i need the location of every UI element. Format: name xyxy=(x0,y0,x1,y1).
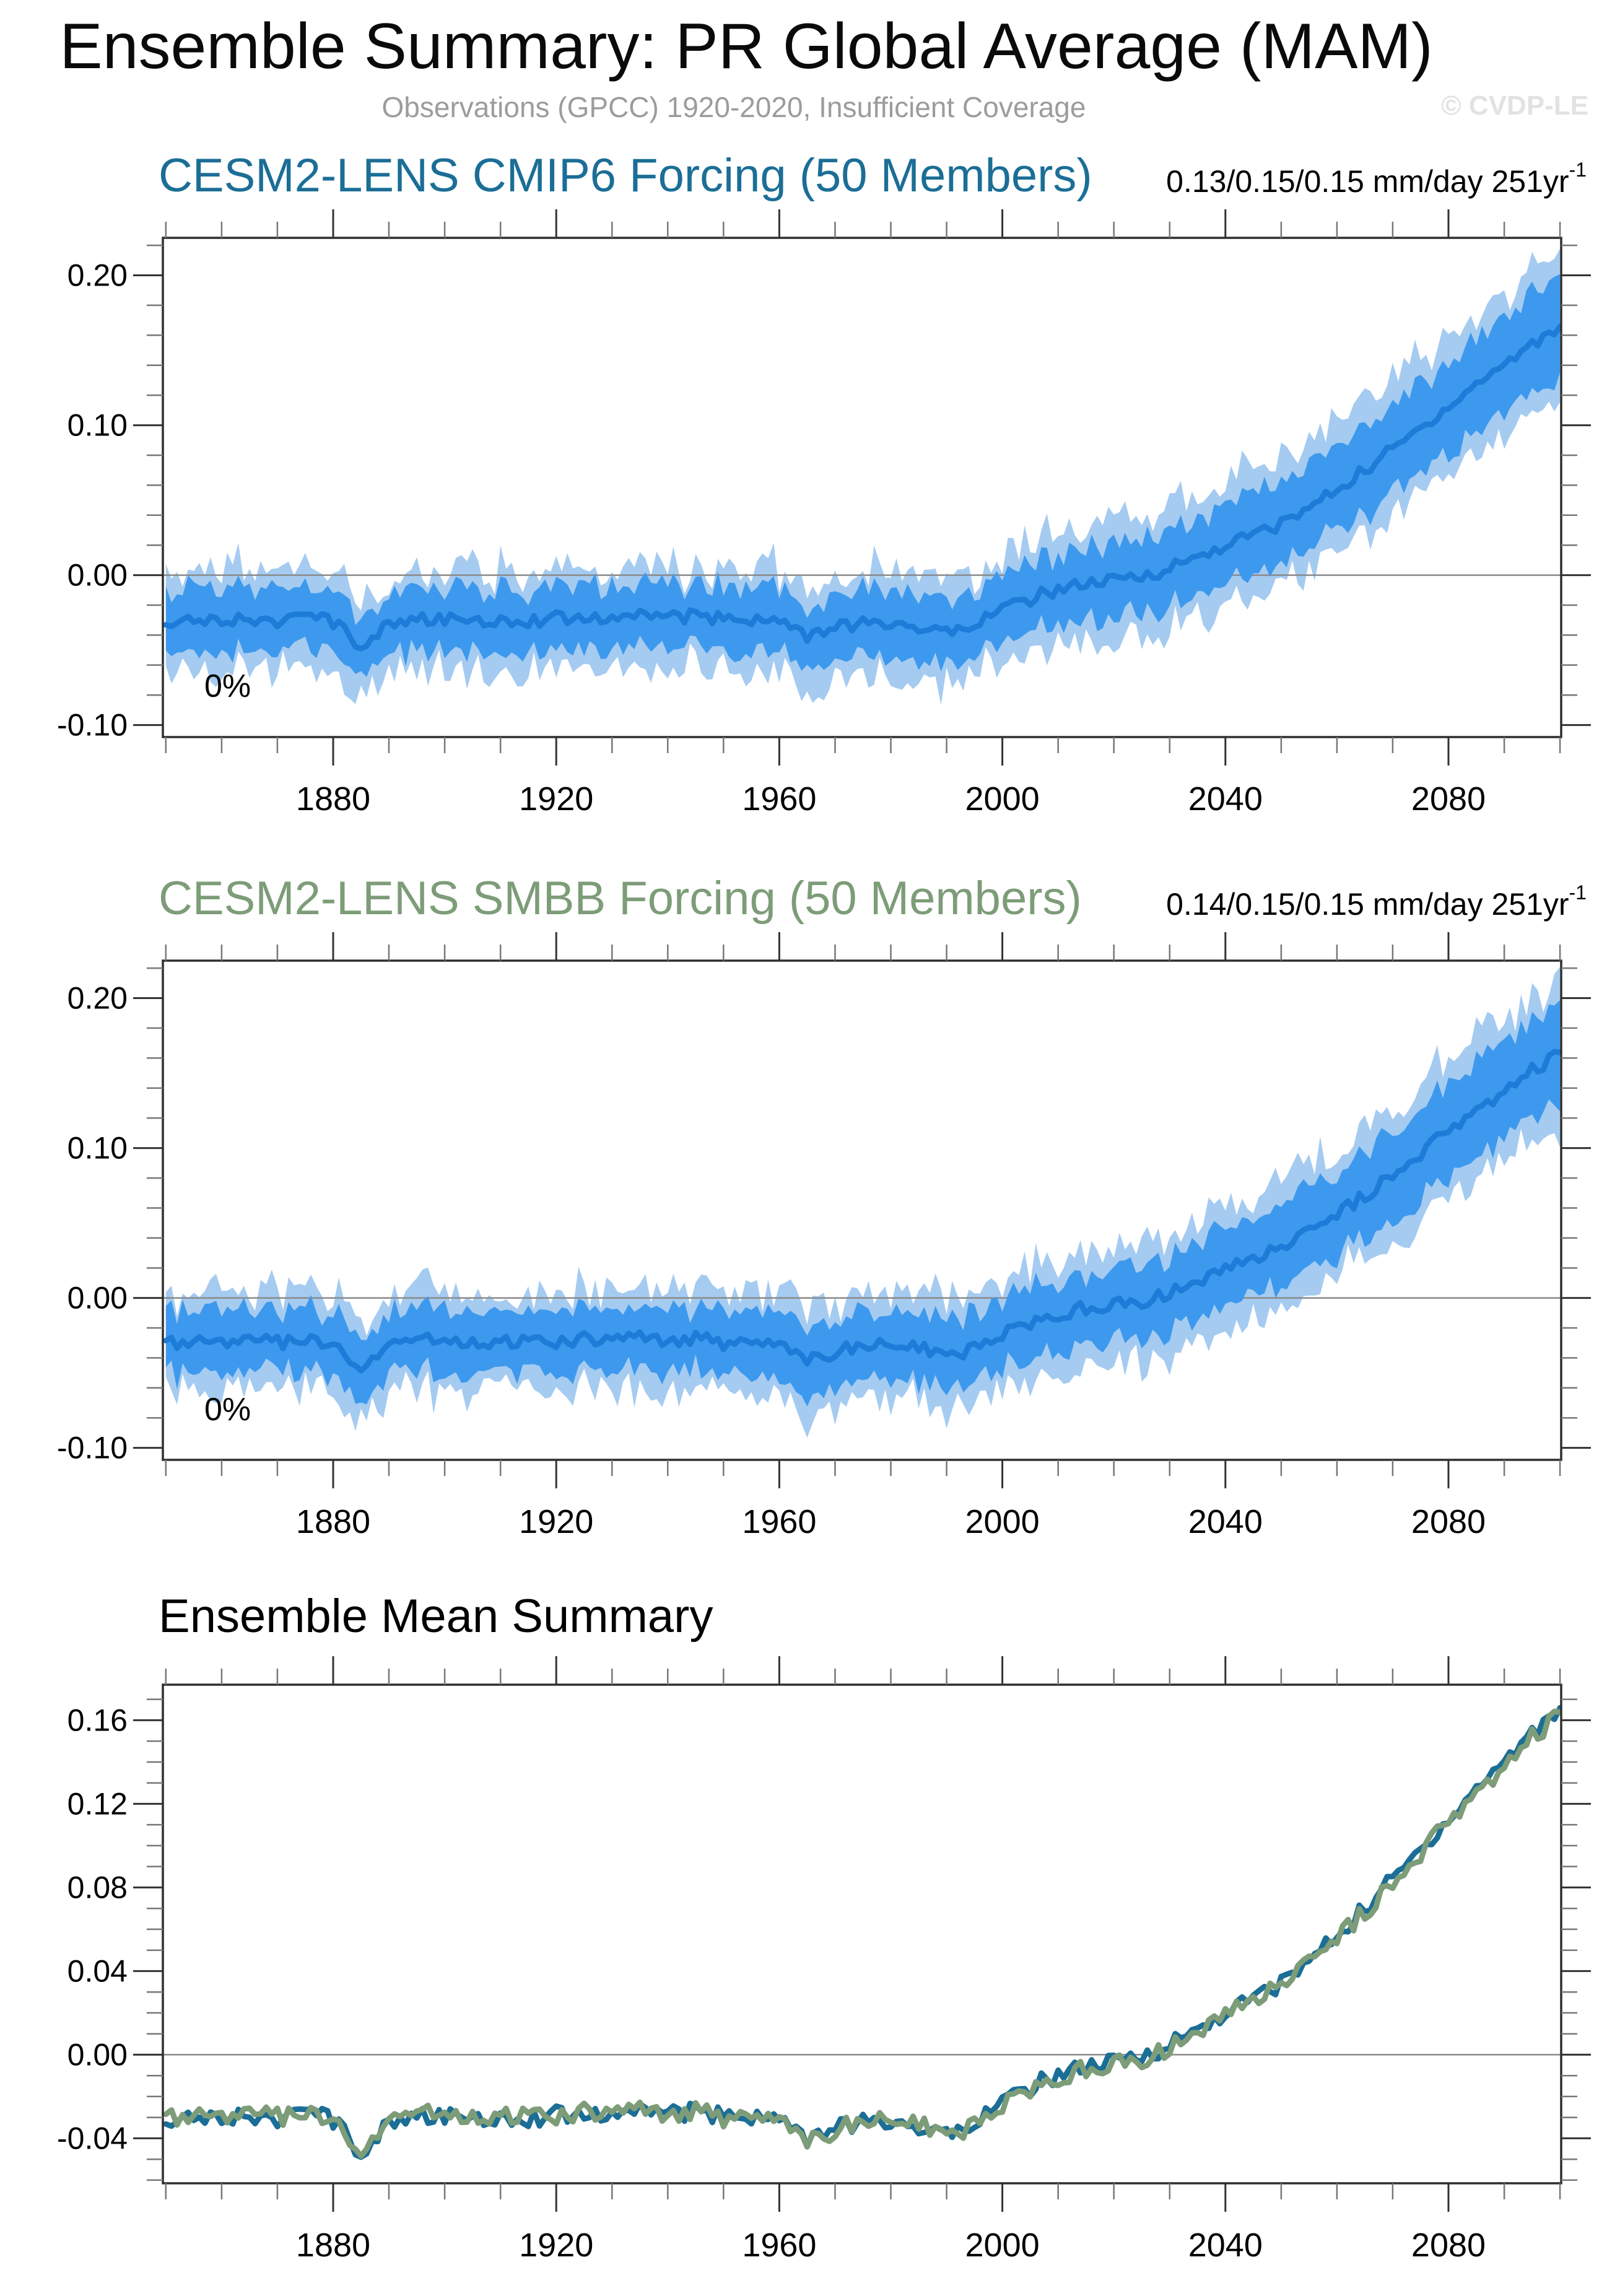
svg-text:2000: 2000 xyxy=(965,2227,1040,2264)
page-title: Ensemble Summary: PR Global Average (MAM) xyxy=(59,11,1433,82)
svg-text:0.20: 0.20 xyxy=(67,980,128,1016)
svg-text:2040: 2040 xyxy=(1188,2227,1263,2264)
svg-text:1960: 1960 xyxy=(742,1503,817,1540)
svg-text:0.00: 0.00 xyxy=(67,2037,128,2072)
svg-text:1880: 1880 xyxy=(295,780,371,818)
panel1-title: CESM2-LENS CMIP6 Forcing (50 Members) xyxy=(159,149,1092,202)
panel2-title: CESM2-LENS SMBB Forcing (50 Members) xyxy=(159,872,1082,925)
panel2-zero-percent-label: 0% xyxy=(204,1392,251,1428)
svg-text:1880: 1880 xyxy=(295,2227,371,2264)
svg-text:1920: 1920 xyxy=(519,1503,594,1540)
panel2-trend-stats-exponent: -1 xyxy=(1569,881,1587,904)
svg-text:0.16: 0.16 xyxy=(67,1703,128,1738)
panel2-trend-stats-text: 0.14/0.15/0.15 mm/day 251yr xyxy=(1166,887,1569,922)
svg-text:0.00: 0.00 xyxy=(67,1280,128,1316)
subtitle: Observations (GPCC) 1920-2020, Insufficient Coverage xyxy=(381,91,1086,123)
svg-text:0.20: 0.20 xyxy=(67,258,128,293)
svg-text:2080: 2080 xyxy=(1411,2227,1486,2264)
svg-text:1920: 1920 xyxy=(519,2227,594,2264)
svg-text:2080: 2080 xyxy=(1411,1503,1486,1540)
svg-text:-0.04: -0.04 xyxy=(57,2121,128,2156)
svg-text:2040: 2040 xyxy=(1188,1503,1263,1540)
svg-text:0.10: 0.10 xyxy=(67,1130,128,1166)
panel1-zero-percent-label: 0% xyxy=(204,668,251,704)
svg-text:1880: 1880 xyxy=(295,1503,371,1540)
panel1-trend-stats-text: 0.13/0.15/0.15 mm/day 251yr xyxy=(1166,164,1569,199)
svg-text:2040: 2040 xyxy=(1188,780,1263,818)
svg-text:1920: 1920 xyxy=(519,780,594,818)
svg-text:2000: 2000 xyxy=(965,1503,1040,1540)
panel1-trend-stats-exponent: -1 xyxy=(1569,159,1587,181)
panel3-title: Ensemble Mean Summary xyxy=(159,1590,713,1643)
panel1-trend-stats xyxy=(1166,159,1587,199)
svg-text:0.04: 0.04 xyxy=(67,1953,128,1989)
svg-text:0.12: 0.12 xyxy=(67,1786,128,1822)
svg-text:2000: 2000 xyxy=(965,780,1040,818)
svg-text:2080: 2080 xyxy=(1411,780,1486,818)
svg-text:-0.10: -0.10 xyxy=(57,1430,128,1465)
watermark-label: © CVDP-LE xyxy=(1441,90,1588,121)
svg-text:0.08: 0.08 xyxy=(67,1870,128,1905)
svg-text:0.00: 0.00 xyxy=(67,557,128,593)
svg-text:1960: 1960 xyxy=(742,2227,817,2264)
panel2-trend-stats xyxy=(1166,881,1587,922)
svg-text:0.10: 0.10 xyxy=(67,408,128,443)
svg-text:-0.10: -0.10 xyxy=(57,707,128,743)
svg-text:1960: 1960 xyxy=(742,780,817,818)
